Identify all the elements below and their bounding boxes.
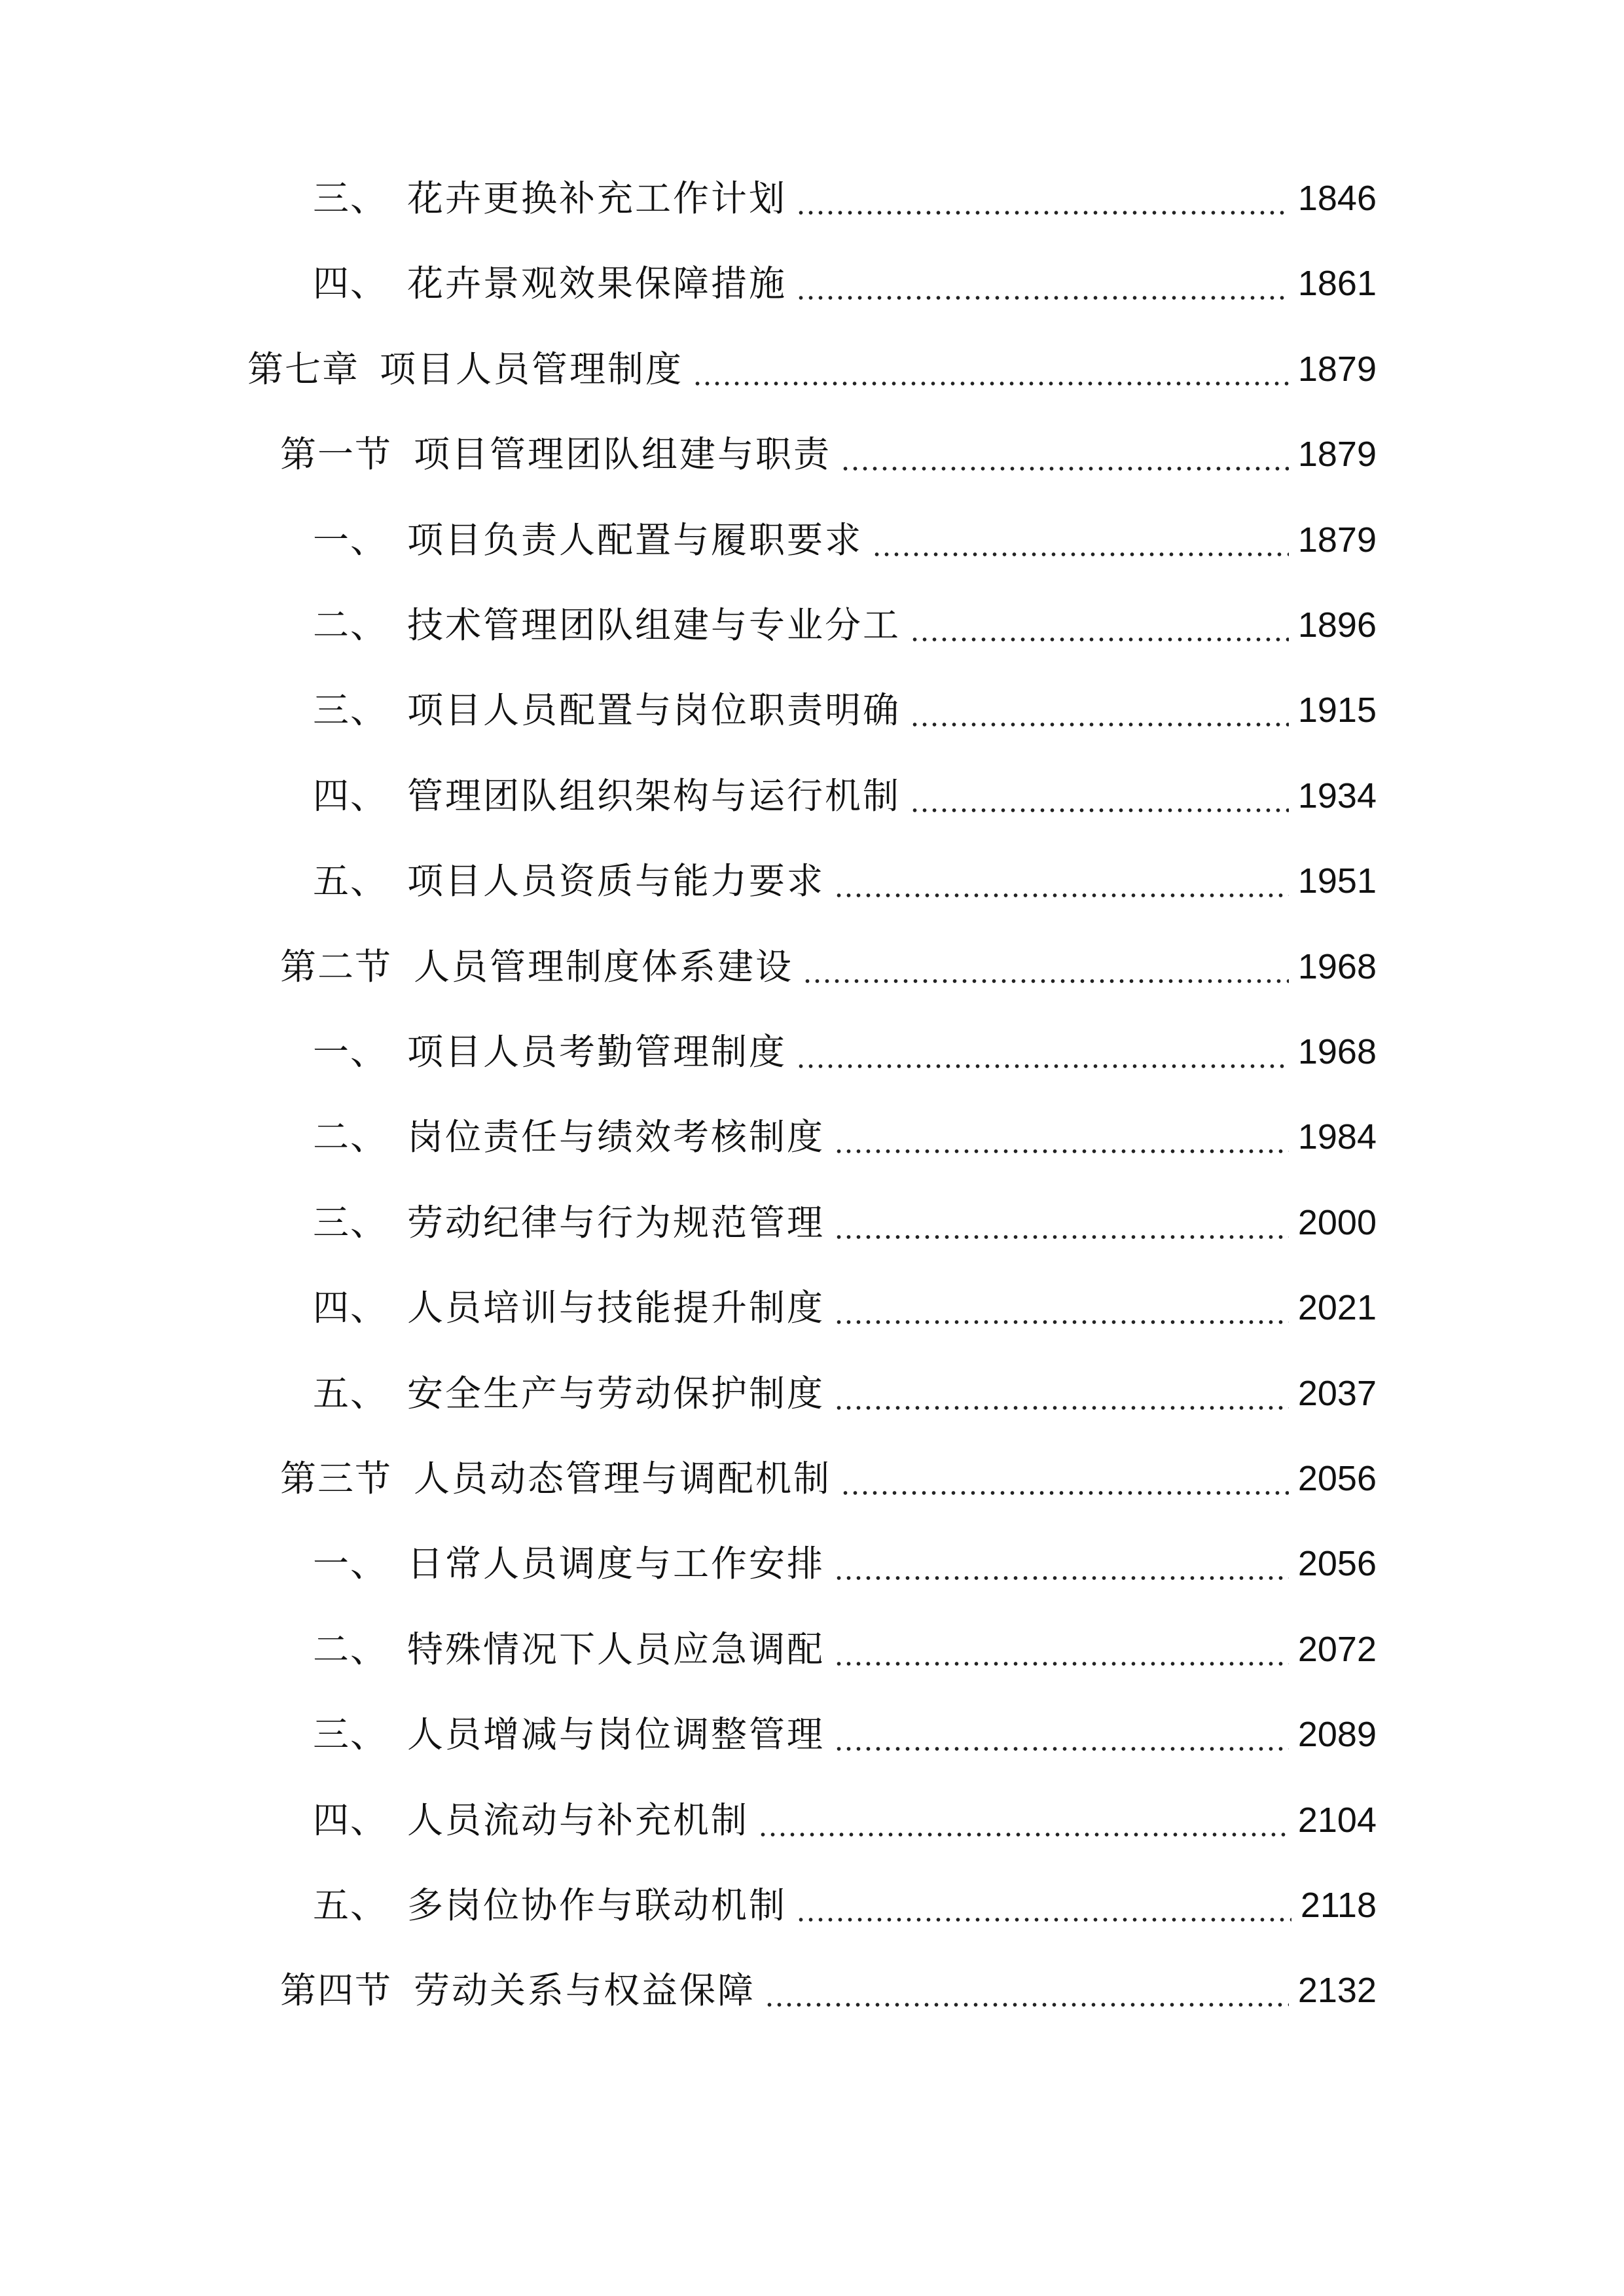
toc-entry-page-number: 2056 [1297, 1544, 1377, 1583]
toc-entry-page-number: 2056 [1297, 1459, 1377, 1498]
toc-entry-title: 花卉更换补充工作计划 [407, 177, 787, 219]
toc-entry-page-number: 2037 [1297, 1374, 1377, 1413]
toc-entry[interactable] [0, 1265, 1624, 1350]
toc-leader-dots [834, 1234, 1289, 1240]
toc-entry-number: 第三节 [280, 1457, 393, 1499]
toc-entry-title: 特殊情况下人员应急调配 [407, 1628, 825, 1670]
toc-entry-number: 三、 [313, 689, 388, 731]
toc-entry-page-number: 1968 [1297, 947, 1377, 986]
toc-entry-page-number: 1846 [1297, 179, 1377, 218]
toc-entry-number: 一、 [313, 518, 388, 561]
toc-entry-page-number: 2104 [1297, 1801, 1377, 1840]
toc-entry-title: 管理团队组织架构与运行机制 [407, 774, 901, 817]
toc-entry-title: 项目管理团队组建与职责 [414, 433, 832, 475]
toc-entry[interactable] [0, 1521, 1624, 1606]
toc-entry-number: 五、 [313, 859, 388, 902]
toc-entry-title: 项目人员管理制度 [380, 348, 684, 390]
toc-entry[interactable] [0, 753, 1624, 838]
toc-leader-dots [840, 1490, 1289, 1496]
toc-entry-page-number: 1879 [1297, 350, 1377, 389]
toc-entry-number: 第四节 [280, 1969, 393, 2011]
toc-entry-number: 第一节 [280, 433, 393, 475]
toc-entry-title: 劳动关系与权益保障 [414, 1969, 756, 2011]
toc-entry[interactable] [0, 1778, 1624, 1863]
toc-entry-title: 项目负责人配置与履职要求 [407, 518, 863, 561]
toc-entry-number: 一、 [313, 1030, 388, 1073]
toc-entry-number: 三、 [313, 1713, 388, 1755]
toc-entry[interactable] [0, 1436, 1624, 1521]
toc-entry-title: 多岗位协作与联动机制 [407, 1884, 787, 1926]
toc-leader-dots [765, 2001, 1289, 2008]
toc-entry-title: 花卉景观效果保障措施 [407, 262, 787, 304]
toc-entry-number: 一、 [313, 1542, 388, 1585]
toc-leader-dots [758, 1831, 1289, 1838]
toc-entry-number: 二、 [313, 1628, 388, 1670]
toc-entry-title: 人员培训与技能提升制度 [407, 1286, 825, 1329]
toc-entry-number: 第七章 [247, 348, 360, 390]
toc-entry-title: 安全生产与劳动保护制度 [407, 1372, 825, 1414]
toc-entry[interactable] [0, 924, 1624, 1009]
toc-leader-dots [796, 1916, 1291, 1923]
toc-entry-page-number: 1896 [1297, 605, 1377, 645]
toc-entry[interactable] [0, 1009, 1624, 1094]
toc-entry[interactable] [0, 1351, 1624, 1436]
toc-entry-number: 五、 [313, 1372, 388, 1414]
toc-entry-title: 人员动态管理与调配机制 [414, 1457, 832, 1499]
toc-entry-number: 五、 [313, 1884, 388, 1926]
toc-entry[interactable] [0, 1607, 1624, 1692]
toc-entry-title: 项目人员配置与岗位职责明确 [407, 689, 901, 731]
toc-leader-dots [834, 892, 1289, 899]
toc-entry-page-number: 1984 [1297, 1117, 1377, 1157]
toc-entry-number: 四、 [313, 774, 388, 817]
toc-entry-title: 人员流动与补充机制 [407, 1799, 749, 1841]
toc-leader-dots [840, 465, 1289, 472]
toc-entry[interactable] [0, 327, 1624, 412]
toc-entry[interactable] [0, 1948, 1624, 2033]
toc-entry-title: 劳动纪律与行为规范管理 [407, 1201, 825, 1244]
toc-entry[interactable] [0, 412, 1624, 497]
toc-entry-page-number: 1879 [1297, 520, 1377, 560]
toc-entry[interactable] [0, 1863, 1624, 1948]
toc-entry[interactable] [0, 838, 1624, 924]
toc-leader-dots [834, 1148, 1289, 1155]
toc-leader-dots [834, 1746, 1289, 1752]
toc-entry-page-number: 2000 [1297, 1203, 1377, 1242]
toc-leader-dots [796, 209, 1289, 216]
toc-entry[interactable] [0, 497, 1624, 583]
toc-entry-page-number: 2072 [1297, 1630, 1377, 1669]
toc-entry-page-number: 1879 [1297, 435, 1377, 474]
toc-entry[interactable] [0, 156, 1624, 241]
toc-leader-dots [834, 1575, 1289, 1581]
toc-entry-number: 第二节 [280, 945, 393, 988]
toc-leader-dots [910, 807, 1289, 814]
toc-leader-dots [910, 636, 1289, 643]
toc-entry[interactable] [0, 668, 1624, 753]
toc-entry-page-number: 1861 [1297, 264, 1377, 303]
toc-entry-page-number: 1968 [1297, 1032, 1377, 1071]
toc-leader-dots [872, 551, 1289, 558]
toc-entry-title: 项目人员资质与能力要求 [407, 859, 825, 902]
toc-entry[interactable] [0, 1692, 1624, 1777]
toc-entry-page-number: 1915 [1297, 691, 1377, 730]
toc-leader-dots [796, 1063, 1289, 1069]
toc-entry[interactable] [0, 583, 1624, 668]
toc-entry-number: 四、 [313, 1286, 388, 1329]
toc-entry-title: 技术管理团队组建与专业分工 [407, 603, 901, 646]
toc-entry-page-number: 2021 [1297, 1288, 1377, 1327]
toc-entry-title: 人员增减与岗位调整管理 [407, 1713, 825, 1755]
toc-entry-number: 三、 [313, 1201, 388, 1244]
toc-entry-number: 二、 [313, 603, 388, 646]
toc-entry[interactable] [0, 1180, 1624, 1265]
toc-entry-page-number: 1934 [1297, 776, 1377, 816]
toc-entry-page-number: 1951 [1297, 861, 1377, 901]
toc-entry[interactable] [0, 1094, 1624, 1179]
toc-leader-dots [834, 1660, 1289, 1667]
toc-leader-dots [796, 295, 1289, 301]
toc-entry-page-number: 2089 [1297, 1715, 1377, 1754]
toc-entry[interactable] [0, 241, 1624, 326]
toc-leader-dots [910, 721, 1289, 728]
toc-entry-number: 三、 [313, 177, 388, 219]
toc-entry-number: 四、 [313, 262, 388, 304]
toc-entry-page-number: 2132 [1297, 1971, 1377, 2010]
toc-entry-title: 人员管理制度体系建设 [414, 945, 794, 988]
toc-entry-number: 四、 [313, 1799, 388, 1841]
toc-entry-title: 项目人员考勤管理制度 [407, 1030, 787, 1073]
toc-entry-number: 二、 [313, 1115, 388, 1158]
toc-leader-dots [803, 978, 1289, 984]
toc-leader-dots [834, 1319, 1289, 1325]
toc-entry-page-number: 2118 [1300, 1886, 1377, 1925]
toc-entry-title: 日常人员调度与工作安排 [407, 1542, 825, 1585]
toc-leader-dots [834, 1405, 1289, 1411]
toc-entry-title: 岗位责任与绩效考核制度 [407, 1115, 825, 1158]
toc-leader-dots [693, 380, 1289, 387]
